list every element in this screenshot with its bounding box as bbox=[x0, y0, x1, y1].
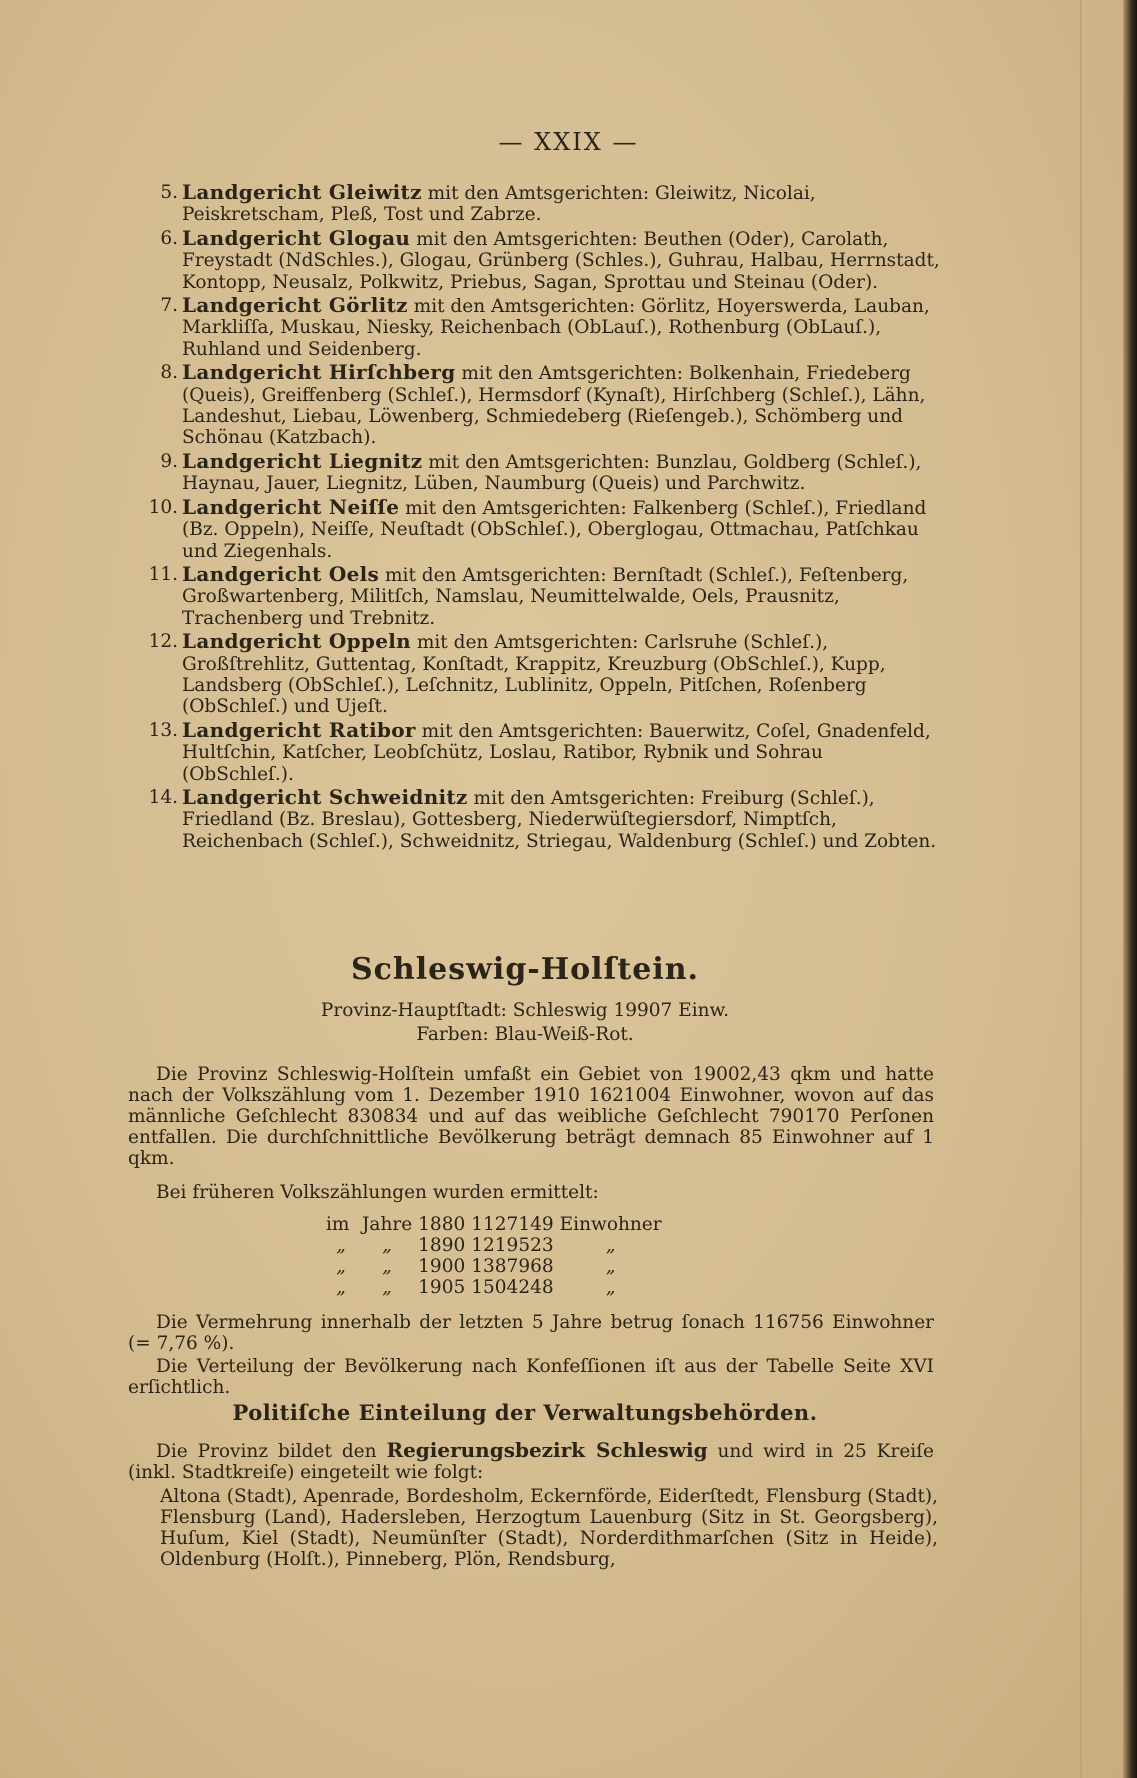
page-binding-edge bbox=[1123, 0, 1137, 1778]
ditto-mark: „ bbox=[382, 1256, 392, 1277]
political-division-heading: Politiſche Einteilung der Verwaltungsbehörden. bbox=[232, 1400, 818, 1425]
court-text: mit den Amtsgerichten: Beuthen (Oder), Carolath, Freystadt (NdSchles.), Glogau, Grünberg (Schles.), Guhrau, Halbau, Herrnstadt, Kontopp, Neusalz, Polkwitz, Priebus, Sagan, Sprottau und Steinau (Oder). bbox=[182, 228, 940, 293]
court-name: Landgericht Schweidnitz bbox=[182, 784, 468, 809]
ditto-mark: „ bbox=[605, 1235, 616, 1256]
table-row bbox=[326, 1235, 668, 1256]
province-capital: Provinz-Hauptſtadt: Schleswig 19907 Einw. bbox=[320, 1000, 730, 1021]
court-text: mit den Amtsgerichten: Gleiwitz, Nicolai, Peiskretscham, Pleß, Tost und Zabrze. bbox=[182, 183, 816, 226]
kreise-list: Altona (Stadt), Apenrade, Bordesholm, Eckernförde, Eiderſtedt, Flensburg (Stadt), Flensburg (Land), Hadersleben, Herzogtum Lauenburg (Sitz in St. Georgsberg), Huſum, Kiel (Stadt), Neumünſter (Stadt), Norderdithmarſchen (Sitz in Heide), Oldenburg (Holſt.), Pinneberg, Plön, Rendsburg, bbox=[160, 1486, 938, 1570]
list-item bbox=[140, 362, 940, 449]
list-item bbox=[140, 717, 940, 785]
court-name: Landgericht Gleiwitz bbox=[182, 180, 422, 204]
census-year: 1880 bbox=[418, 1214, 466, 1235]
item-number: 14. bbox=[148, 786, 178, 808]
court-text: mit den Amtsgerichten: Carlsruhe (Schleſ.), Großſtrehlitz, Guttentag, Konſtadt, Krappitz, Kreuzburg (ObSchleſ.), Kupp, Landsberg (ObSchleſ.), Leſchnitz, Lublinitz, Oppeln, Pitſchen, Roſenberg (ObSchleſ.) und Ujeſt. bbox=[182, 632, 886, 718]
list-item bbox=[140, 295, 940, 360]
court-name: Landgericht Oels bbox=[182, 561, 380, 586]
earlier-census-intro: Bei früheren Volkszählungen wurden ermittelt: bbox=[156, 1182, 599, 1203]
item-number: 10. bbox=[148, 496, 178, 518]
district-text-end: und wird in 25 Kreiſe (inkl. Stadtkreiſe) eingeteilt wie folgt: bbox=[128, 1441, 934, 1483]
census-table bbox=[326, 1214, 668, 1298]
census-value: 1504248 bbox=[471, 1277, 554, 1298]
ditto-mark: „ bbox=[336, 1256, 346, 1277]
item-number: 12. bbox=[148, 631, 178, 653]
ditto-mark: „ bbox=[382, 1277, 392, 1298]
ditto-mark: „ bbox=[605, 1256, 616, 1277]
table-row bbox=[326, 1214, 668, 1235]
province-colors: Farben: Blau-Weiß-Rot. bbox=[416, 1024, 634, 1045]
ditto-mark: „ bbox=[605, 1277, 616, 1298]
court-name: Landgericht Görlitz bbox=[182, 293, 408, 318]
item-number: 8. bbox=[160, 362, 178, 384]
area-population-paragraph: Die Provinz Schleswig-Holſtein umfaßt ein Gebiet von 19002,43 qkm und hatte nach der Volkszählung vom 1. Dezember 1910 1621004 Einwohner, wovon auf das männliche Geſchlecht 830834 und auf das weibliche Geſchlecht 790170 Perſonen entfallen. Die durchſchnittliche Bevölkerung beträgt demnach 85 Einwohner auf 1 qkm. bbox=[128, 1064, 934, 1169]
census-value: 1127149 bbox=[471, 1214, 554, 1235]
list-item bbox=[140, 631, 940, 718]
court-name: Landgericht Hirſchberg bbox=[182, 360, 456, 385]
court-text: mit den Amtsgerichten: Bolkenhain, Friedeberg (Queis), Greiffenberg (Schleſ.), Hermsdorf (Kynaſt), Hirſchberg (Schleſ.), Lähn, Landeshut, Liebau, Löwenberg, Schmiedeberg (Rieſengeb.), Schömberg und Schönau (Katzbach). bbox=[182, 363, 926, 449]
district-text-start: Die Provinz bildet den bbox=[156, 1441, 387, 1462]
item-number: 13. bbox=[148, 719, 178, 741]
item-number: 6. bbox=[160, 227, 178, 249]
item-number: 5. bbox=[160, 182, 178, 203]
list-item bbox=[140, 448, 940, 495]
list-item bbox=[140, 182, 940, 226]
census-year: 1905 bbox=[418, 1277, 466, 1298]
court-text: mit den Amtsgerichten: Görlitz, Hoyerswerda, Lauban, Markliſſa, Muskau, Niesky, Reichenbach (ObLauſ.), Rothenburg (ObLauſ.), Ruhland und Seidenberg. bbox=[182, 296, 930, 360]
census-unit: Einwohner bbox=[559, 1214, 662, 1235]
regierungsbezirk-name: Regierungsbezirk Schleswig bbox=[386, 1438, 708, 1462]
court-name: Landgericht Liegnitz bbox=[182, 448, 423, 473]
row-prefix: im bbox=[326, 1214, 350, 1235]
census-year: 1900 bbox=[418, 1256, 466, 1277]
item-number: 7. bbox=[160, 295, 178, 317]
census-value: 1387968 bbox=[471, 1256, 554, 1277]
court-text: mit den Amtsgerichten: Falkenberg (Schleſ.), Friedland (Bz. Oppeln), Neiſſe, Neuſtadt (ObSchleſ.), Oberglogau, Ottmachau, Patſchkau und Ziegenhals. bbox=[182, 497, 927, 562]
census-year: 1890 bbox=[418, 1235, 466, 1256]
court-text: mit den Amtsgerichten: Bernſtadt (Schleſ.), Feſtenberg, Großwartenberg, Militſch, Namslau, Neumittelwalde, Oels, Prausnitz, Trachenberg und Trebnitz. bbox=[182, 564, 909, 629]
list-item bbox=[140, 494, 940, 562]
court-text: mit den Amtsgerichten: Bunzlau, Goldberg (Schleſ.), Haynau, Jauer, Liegnitz, Lüben, Naumburg (Queis) und Parchwitz. bbox=[182, 451, 922, 495]
page-number-header: — XXIX — bbox=[498, 128, 639, 156]
ditto-mark: „ bbox=[336, 1277, 346, 1298]
court-text: mit den Amtsgerichten: Bauerwitz, Coſel, Gnadenfeld, Hultſchin, Katſcher, Leobſchütz, Loslau, Ratibor, Rybnik und Sohrau (ObSchleſ.). bbox=[182, 720, 931, 785]
court-text: mit den Amtsgerichten: Freiburg (Schleſ.), Friedland (Bz. Breslau), Gottesberg, Niederwüſtegiersdorf, Nimptſch, Reichenbach (Schleſ.), Schweidnitz, Striegau, Waldenburg (Schleſ.) und Zobten. bbox=[182, 787, 937, 852]
table-row bbox=[326, 1277, 668, 1298]
district-paragraph bbox=[128, 1440, 934, 1483]
ditto-mark: „ bbox=[336, 1235, 346, 1256]
row-prefix: Jahre bbox=[362, 1214, 413, 1235]
list-item bbox=[140, 225, 940, 293]
list-item bbox=[140, 561, 940, 629]
landgericht-list bbox=[140, 182, 940, 854]
section-title: Schleswig-Holſtein. bbox=[350, 952, 700, 987]
table-row bbox=[326, 1256, 668, 1277]
list-item bbox=[140, 784, 940, 852]
ditto-mark: „ bbox=[382, 1235, 392, 1256]
item-number: 9. bbox=[160, 450, 178, 472]
item-number: 11. bbox=[148, 563, 178, 585]
census-value: 1219523 bbox=[471, 1235, 554, 1256]
confession-paragraph: Die Verteilung der Bevölkerung nach Konfeſſionen iſt aus der Tabelle Seite XVI erſichtlich. bbox=[128, 1356, 934, 1398]
court-name: Landgericht Oppeln bbox=[182, 629, 411, 654]
court-name: Landgericht Glogau bbox=[182, 225, 411, 250]
court-name: Landgericht Neiſſe bbox=[182, 494, 400, 519]
page-fold-line bbox=[1080, 0, 1082, 1778]
growth-paragraph: Die Vermehrung innerhalb der letzten 5 Jahre betrug ſonach 116756 Einwohner (= 7,76 %). bbox=[128, 1312, 934, 1354]
court-name: Landgericht Ratibor bbox=[182, 717, 416, 742]
